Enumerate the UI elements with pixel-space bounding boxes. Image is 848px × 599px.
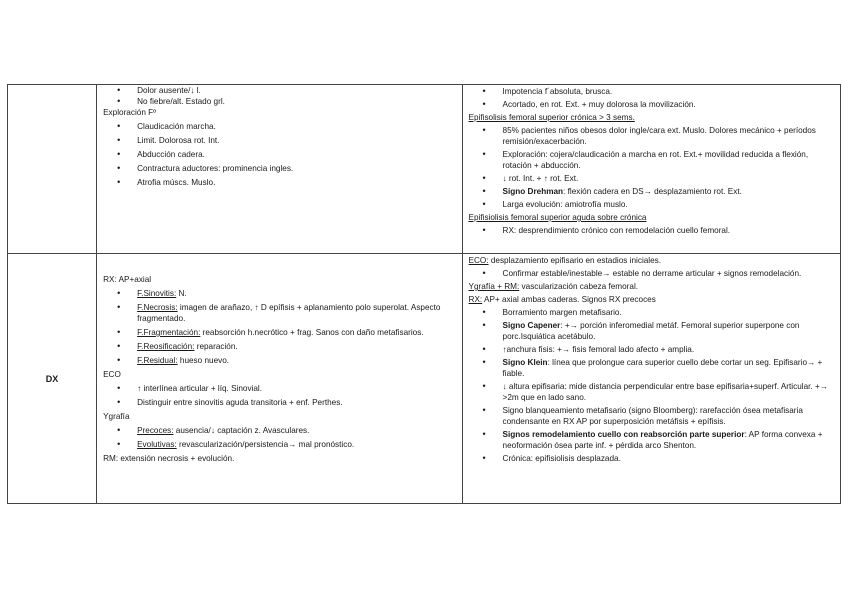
list-item [103, 439, 457, 450]
underlined-term: RX: [468, 295, 483, 304]
underlined-term: Evolutivas: [137, 440, 177, 449]
list-item: • Limit. Dolorosa rot. Int. [103, 135, 457, 146]
list-item: • ↑anchura fisis: +→ fisis femoral lado afecto + amplia. [469, 344, 836, 355]
section-heading-aguda: Epifisiolisis femoral superior aguda sobre crónica [468, 213, 647, 222]
list-item: • ↓ altura epifisaria: mide distancia perpendicular entre base epifisaria+superf. Articular. +→ >2m que en lado sano. [469, 381, 836, 403]
list-item [469, 357, 836, 379]
term-description: : +→ porción inferomedial metáf. Femoral superior superpone con porc.Isquiática acetábulo. [502, 321, 800, 341]
list-item: • Atrofia múscs. Muslo. [103, 177, 457, 188]
section-heading-rx: RX: AP+axial [103, 275, 152, 284]
rx-line [469, 294, 836, 305]
eco-line [469, 255, 836, 266]
bold-term: Signo Capener [502, 321, 561, 330]
term-description: revascularización/persistencia→ mal pronóstico. [176, 440, 355, 449]
list-item: • Acortado, en rot. Ext. + muy dolorosa la movilización. [469, 99, 836, 110]
list-item: • Impotencia f´absoluta, brusca. [469, 86, 836, 97]
section-heading-exploracion: Exploración Fº [103, 108, 157, 117]
table-row-dx [8, 254, 841, 504]
underlined-term: ECO: [468, 256, 489, 265]
list-item [103, 302, 457, 324]
list-item [103, 341, 457, 352]
row-label-dx: DX [8, 254, 97, 504]
list-item: • Contractura aductores: prominencia ingles. [103, 163, 457, 174]
table-row-exploration [8, 85, 841, 254]
list-item: • Distinguir entre sinovitis aguda transitoria + enf. Perthes. [103, 397, 457, 408]
underlined-term: F.Sinovitis: [137, 289, 177, 298]
term-description: ausencia/↓ captación z. Avasculares. [173, 426, 310, 435]
list-item: • Larga evolución: amiotrofía muslo. [469, 199, 836, 210]
bold-term: Signo Klein [502, 358, 548, 367]
list-item: • RX: desprendimiento crónico con remodelación cuello femoral. [469, 225, 836, 236]
section-heading-ygrafia: Ygrafía [103, 412, 130, 421]
term-description: imagen de arañazo, ↑ D epífisis + aplanamiento polo superolat. Aspecto fragmentado. [137, 303, 441, 323]
underlined-term: F.Fragmentación: [137, 328, 201, 337]
list-item [103, 355, 457, 366]
cell-right-dx [462, 254, 840, 504]
ygrafia-rm-line [469, 281, 836, 292]
list-item: • ↓ rot. Int. + ↑ rot. Ext. [469, 173, 836, 184]
term-description: reabsorción h.necrótico + frag. Sanos con daño metafisarios. [200, 328, 424, 337]
term-description: vascularización cabeza femoral. [519, 282, 639, 291]
section-heading-cronica: Epifisolisis femoral superior crónica > 3 sems. [468, 113, 635, 122]
term-description: hueso nuevo. [177, 356, 230, 365]
list-item [469, 186, 836, 197]
underlined-term: F.Reosificación: [137, 342, 195, 351]
bold-term: Signo Drehman [502, 187, 564, 196]
list-item: • ↑ interlínea articular + líq. Sinovial. [103, 383, 457, 394]
list-item [469, 320, 836, 342]
list-item [469, 429, 836, 451]
rm-line: RM: extensión necrosis + evolución. [103, 454, 235, 463]
cell-right-epifisiolisis [462, 85, 840, 254]
cell-left-exploration [97, 85, 462, 254]
term-description: N. [176, 289, 187, 298]
term-description: AP+ axial ambas caderas. Signos RX precoces [482, 295, 656, 304]
cell-left-dx [97, 254, 462, 504]
list-item: • Exploración: cojera/claudicación a marcha en rot. Ext.+ movilidad reducida a flexión, rotación + abducción. [469, 149, 836, 171]
section-heading-eco: ECO [103, 370, 121, 379]
term-description: desplazamiento epifisario en estadios iniciales. [488, 256, 662, 265]
underlined-term: Precoces: [137, 426, 174, 435]
list-item: • Borramiento margen metafisario. [469, 307, 836, 318]
document-table [7, 84, 841, 504]
list-item: • 85% pacientes niños obesos dolor ingle/cara ext. Muslo. Dolores mecánico + períodos remisión/exacerbación. [469, 125, 836, 147]
list-item [103, 425, 457, 436]
list-item: • Dolor ausente/↓ l. [103, 85, 457, 96]
list-item: • Confirmar estable/inestable→ estable no derrame articular + signos remodelación. [469, 268, 836, 279]
bold-term: Signos remodelamiento cuello con reabsorción parte superior [502, 430, 745, 439]
underlined-term: F.Residual: [137, 356, 178, 365]
list-item: • No fiebre/alt. Estado grl. [103, 96, 457, 107]
row-label-empty [8, 85, 97, 254]
underlined-term: Ygrafía + RM: [468, 282, 520, 291]
term-description: : flexión cadera en DS→ desplazamiento rot. Ext. [563, 187, 742, 196]
term-description: : línea que prolongue cara superior cuello debe cortar un seg. Epifisario→ + fiable. [502, 358, 823, 378]
list-item [103, 327, 457, 338]
list-item [103, 288, 457, 299]
list-item: • Signo blanqueamiento metafisario (signo Bloomberg): rarefacción ósea metafisaria condensante en RX AP por superposición metáfisis + epífisis. [469, 405, 836, 427]
list-item: • Abducción cadera. [103, 149, 457, 160]
term-description: : AP forma convexa + neoformación ósea parte inf. + pérdida arco Shenton. [502, 430, 823, 450]
list-item: • Claudicación marcha. [103, 121, 457, 132]
term-description: reparación. [194, 342, 238, 351]
list-item: • Crónica: epifisiolisis desplazada. [469, 453, 836, 464]
underlined-term: F.Necrosis: [137, 303, 178, 312]
